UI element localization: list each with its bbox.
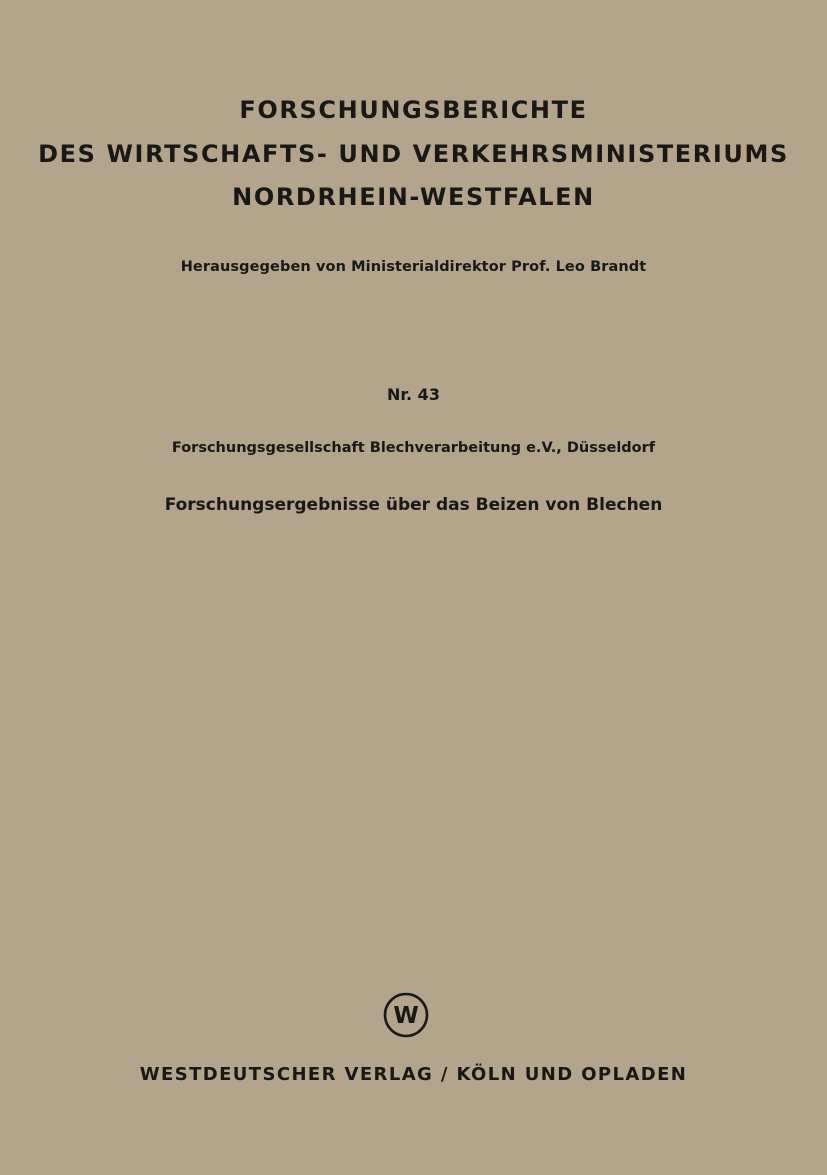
volume-number: Nr. 43 — [387, 385, 440, 404]
publisher-imprint: WESTDEUTSCHER VERLAG / KÖLN UND OPLADEN — [139, 1064, 688, 1085]
publisher-monogram-icon — [383, 992, 429, 1038]
editor-line: Herausgegeben von Ministerialdirektor Prof. Leo Brandt — [180, 259, 647, 275]
logo-letter: W — [393, 1003, 419, 1029]
work-title: Forschungsergebnisse über das Beizen von Blechen — [164, 495, 663, 515]
series-title-line-3: NORDRHEIN-WESTFALEN — [232, 183, 595, 211]
series-title-line-1: FORSCHUNGSBERICHTE — [239, 96, 588, 124]
series-title-line-2: DES WIRTSCHAFTS- UND VERKEHRSMINISTERIUMS — [38, 140, 789, 168]
author-line: Forschungsgesellschaft Blechverarbeitung e.V., Düsseldorf — [171, 440, 656, 456]
